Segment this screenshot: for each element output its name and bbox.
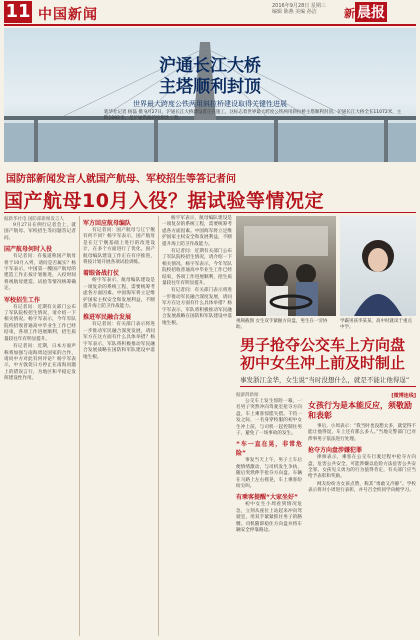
- date-text: 2016年9月28日 星期三: [272, 3, 326, 9]
- paragraph: 网友纷纷为女孩点赞，称其“勇敢又冷静”。学校表示将对小周进行表彰，并号召全校同学向她学习。: [308, 481, 416, 494]
- brand-logo: [344, 2, 387, 22]
- lead-photo-title: [4, 56, 416, 98]
- brand-main: 晨报: [355, 2, 387, 22]
- student-illustration: [340, 216, 416, 316]
- bus-right-column: [308, 424, 416, 636]
- story-kicker: 国防部新闻发言人就国产航母、军校招生等答记者问: [6, 174, 236, 185]
- paragraph: 有记者问：有关部门表示将进一步推动军民融合深度发展，请问军方在这方面有什么具体举措？杨宇军表示，军队将积极推动军民融合发展战略在国防和军队建设中落地生根。: [83, 322, 155, 360]
- column-divider: [158, 216, 159, 636]
- student-photo: [340, 216, 416, 316]
- lead-photo-subtitle: 世界最大跨度公铁两用斜拉桥建设取得关键性进展: [133, 100, 287, 108]
- bus-deck: 事发浙江金华，女生说“当时没想什么，就是不能让他得逞”: [240, 376, 410, 384]
- left-column: [4, 216, 76, 636]
- brand-prefix: 新: [344, 7, 355, 20]
- bus-left-column: [236, 392, 302, 636]
- paragraph: 有记者问：有关部门表示将进一步推动军民融合深度发展，请问军方在这方面有什么具体举措？杨宇军表示，军队将积极推动军民融合发展战略在国防和军队建设中落地生根。: [162, 288, 232, 326]
- paragraph: 事发当天上午，男子上车后便情绪激动，与司机发生争执，随后突然伸手抢夺方向盘。车辆在马路上左右摇晃，车上乘客纷纷尖叫。: [236, 458, 302, 490]
- paragraph: 公交车上发生惊险一幕，一名男子突然冲向驾驶室抢夺方向盘，车上乘客惊慌失措。千钧一发之际，一名身穿校服的初中女生冲上前，与司机一起控制住男子，避免了一场事故的发生。: [236, 399, 302, 437]
- subhead-academy: 军校招生工作: [4, 296, 41, 304]
- section-title: 中国新闻: [38, 7, 98, 23]
- dateline: [272, 3, 326, 15]
- paragraph: 有记者问：有报道称国产航母将于10月入列，请问是否属实？杨宇军表示，中国第一艘国产航母的建造工作正按计划推进，入役时间将视航母建造、试验等情况统筹确定。: [4, 254, 76, 292]
- paragraph: 有记者问：近期有关部门公布了军队院校招生情况，请介绍一下相关情况。杨宇军表示，今年军队院校招收普通高中毕业生工作已经结束，各项工作进展顺利，招生质量较往年有明显提升。: [4, 304, 76, 342]
- paragraph: 有记者问：国产航母与辽宁舰有何不同？杨宇军表示，国产航母是在辽宁舰基础上进行的改进设计，在多个方面进行了优化。国产航母编队建设工作正在有序推进，将按计划开展各项试验训练。: [83, 228, 155, 266]
- subhead: 有乘客提醒“大家坐好”: [236, 494, 298, 502]
- subhead: 抢夺方向盘涉嫌犯罪: [308, 447, 363, 455]
- story-headline: 国产航母10月入役？据试验等情况定: [4, 190, 324, 212]
- paragraph: 杨宇军表示，航母编队建设是一项复杂的系统工程，需要统筹考虑各方面因素。中国海军将立足维护国家主权安全和发展利益，不断提升海上防卫作战能力。: [162, 216, 232, 247]
- middle-column: [83, 216, 155, 636]
- pull-headline: 女孩行为是本能反应，须敬励和表彰: [308, 400, 412, 420]
- editor-text: 编辑 陈燕 美编 孙洁: [272, 9, 317, 15]
- bus-photo-caption: 视频截图 女生双手紧握方向盘，男生在一旁协助。: [236, 319, 328, 330]
- bus-rule: [240, 386, 416, 387]
- subhead: 军方回应航母编队: [83, 220, 132, 227]
- student-photo-caption: 学霸男孩李某某，高中时就读于重点中学。: [340, 319, 412, 330]
- lead-paragraph: 9月27日在例行记者会上，就国产航母、军校招生等问题答记者问。: [4, 223, 76, 241]
- lead-photo-caption: 新华社记者 杨磊 摄 9月27日，沪通长江大桥建设者正在施工，这标志着世界最大跨度公铁两用斜拉桥主塔顺利封顶。沪通长江大桥全长11072米，主跨1092米，是沪通铁路的控制性工程。: [104, 110, 402, 121]
- page-number: 11: [5, 1, 31, 22]
- bus-headline-line-2: 初中女生冲上前及时制止: [240, 354, 406, 372]
- story-byline: 据新华社电 国防部新闻发言人: [4, 217, 64, 222]
- paragraph: 律师表示，乘客在公交车行驶过程中抢夺方向盘，危害公共安全，可能涉嫌以危险方法危害公共安全罪。女孩见义勇为的行为值得肯定，有关部门应当给予表彰和奖励。: [308, 455, 416, 480]
- column-divider: [79, 216, 80, 636]
- lead-photo: [4, 28, 416, 162]
- bus-byline: 据澎湃新闻: [236, 393, 259, 398]
- lead-title-line-2: 主塔顺利封顶: [159, 77, 261, 97]
- subhead-carrier: 国产航母何时入役: [4, 246, 53, 254]
- paragraph: 有记者问：近期有关部门公布了军队院校招生情况，请介绍一下相关情况。杨宇军表示，今年军队院校招收普通高中毕业生工作已经结束，各项工作进展顺利，招生质量较往年有明显提升。: [162, 249, 232, 287]
- masthead-rule: [4, 24, 416, 26]
- paragraph: 初中女生小周看到情况危急，立刻从座位上站起来冲向驾驶室，用双手紧紧抓住男子的胳膊。司机随即稳住方向盘并将车辆安全停靠路边。: [236, 502, 302, 534]
- bus-scene-illustration: [236, 216, 336, 316]
- bus-headline: [240, 336, 416, 372]
- bus-headline-line-1: 男子抢夺公交车上方向盘: [240, 336, 406, 354]
- weibo-tag: [微博连线]: [391, 393, 416, 399]
- paragraph: 有记者问：近期，日本方面声称将加强与南海周边国家的合作，请问中方对此有何评论？杨宇军表示，中方敦促日方停止在南海问题上的错误言行，为地区和平稳定发挥建设性作用。: [4, 344, 76, 382]
- third-column: [162, 216, 232, 636]
- lead-title-line-1: 沪通长江大桥: [159, 56, 261, 76]
- paragraph: 事后，小周表示：“我当时也没想太多，就觉得不能让他得逞，车上还有那么多人。”当地交警部门已对涉事男子依法进行处理。: [308, 424, 416, 442]
- bus-photo: [236, 216, 336, 316]
- paragraph: 杨宇军表示，航母编队建设是一项复杂的系统工程，需要统筹考虑各方面因素。中国海军将立足维护国家主权安全和发展利益，不断提升海上防卫作战能力。: [83, 278, 155, 310]
- subhead: 推进军民融合发展: [83, 314, 132, 322]
- subhead: “车一直在晃，非常危险”: [236, 441, 302, 458]
- headline-rule: [4, 212, 416, 213]
- subhead: 着眼备战打仗: [83, 270, 120, 278]
- masthead: [0, 0, 420, 26]
